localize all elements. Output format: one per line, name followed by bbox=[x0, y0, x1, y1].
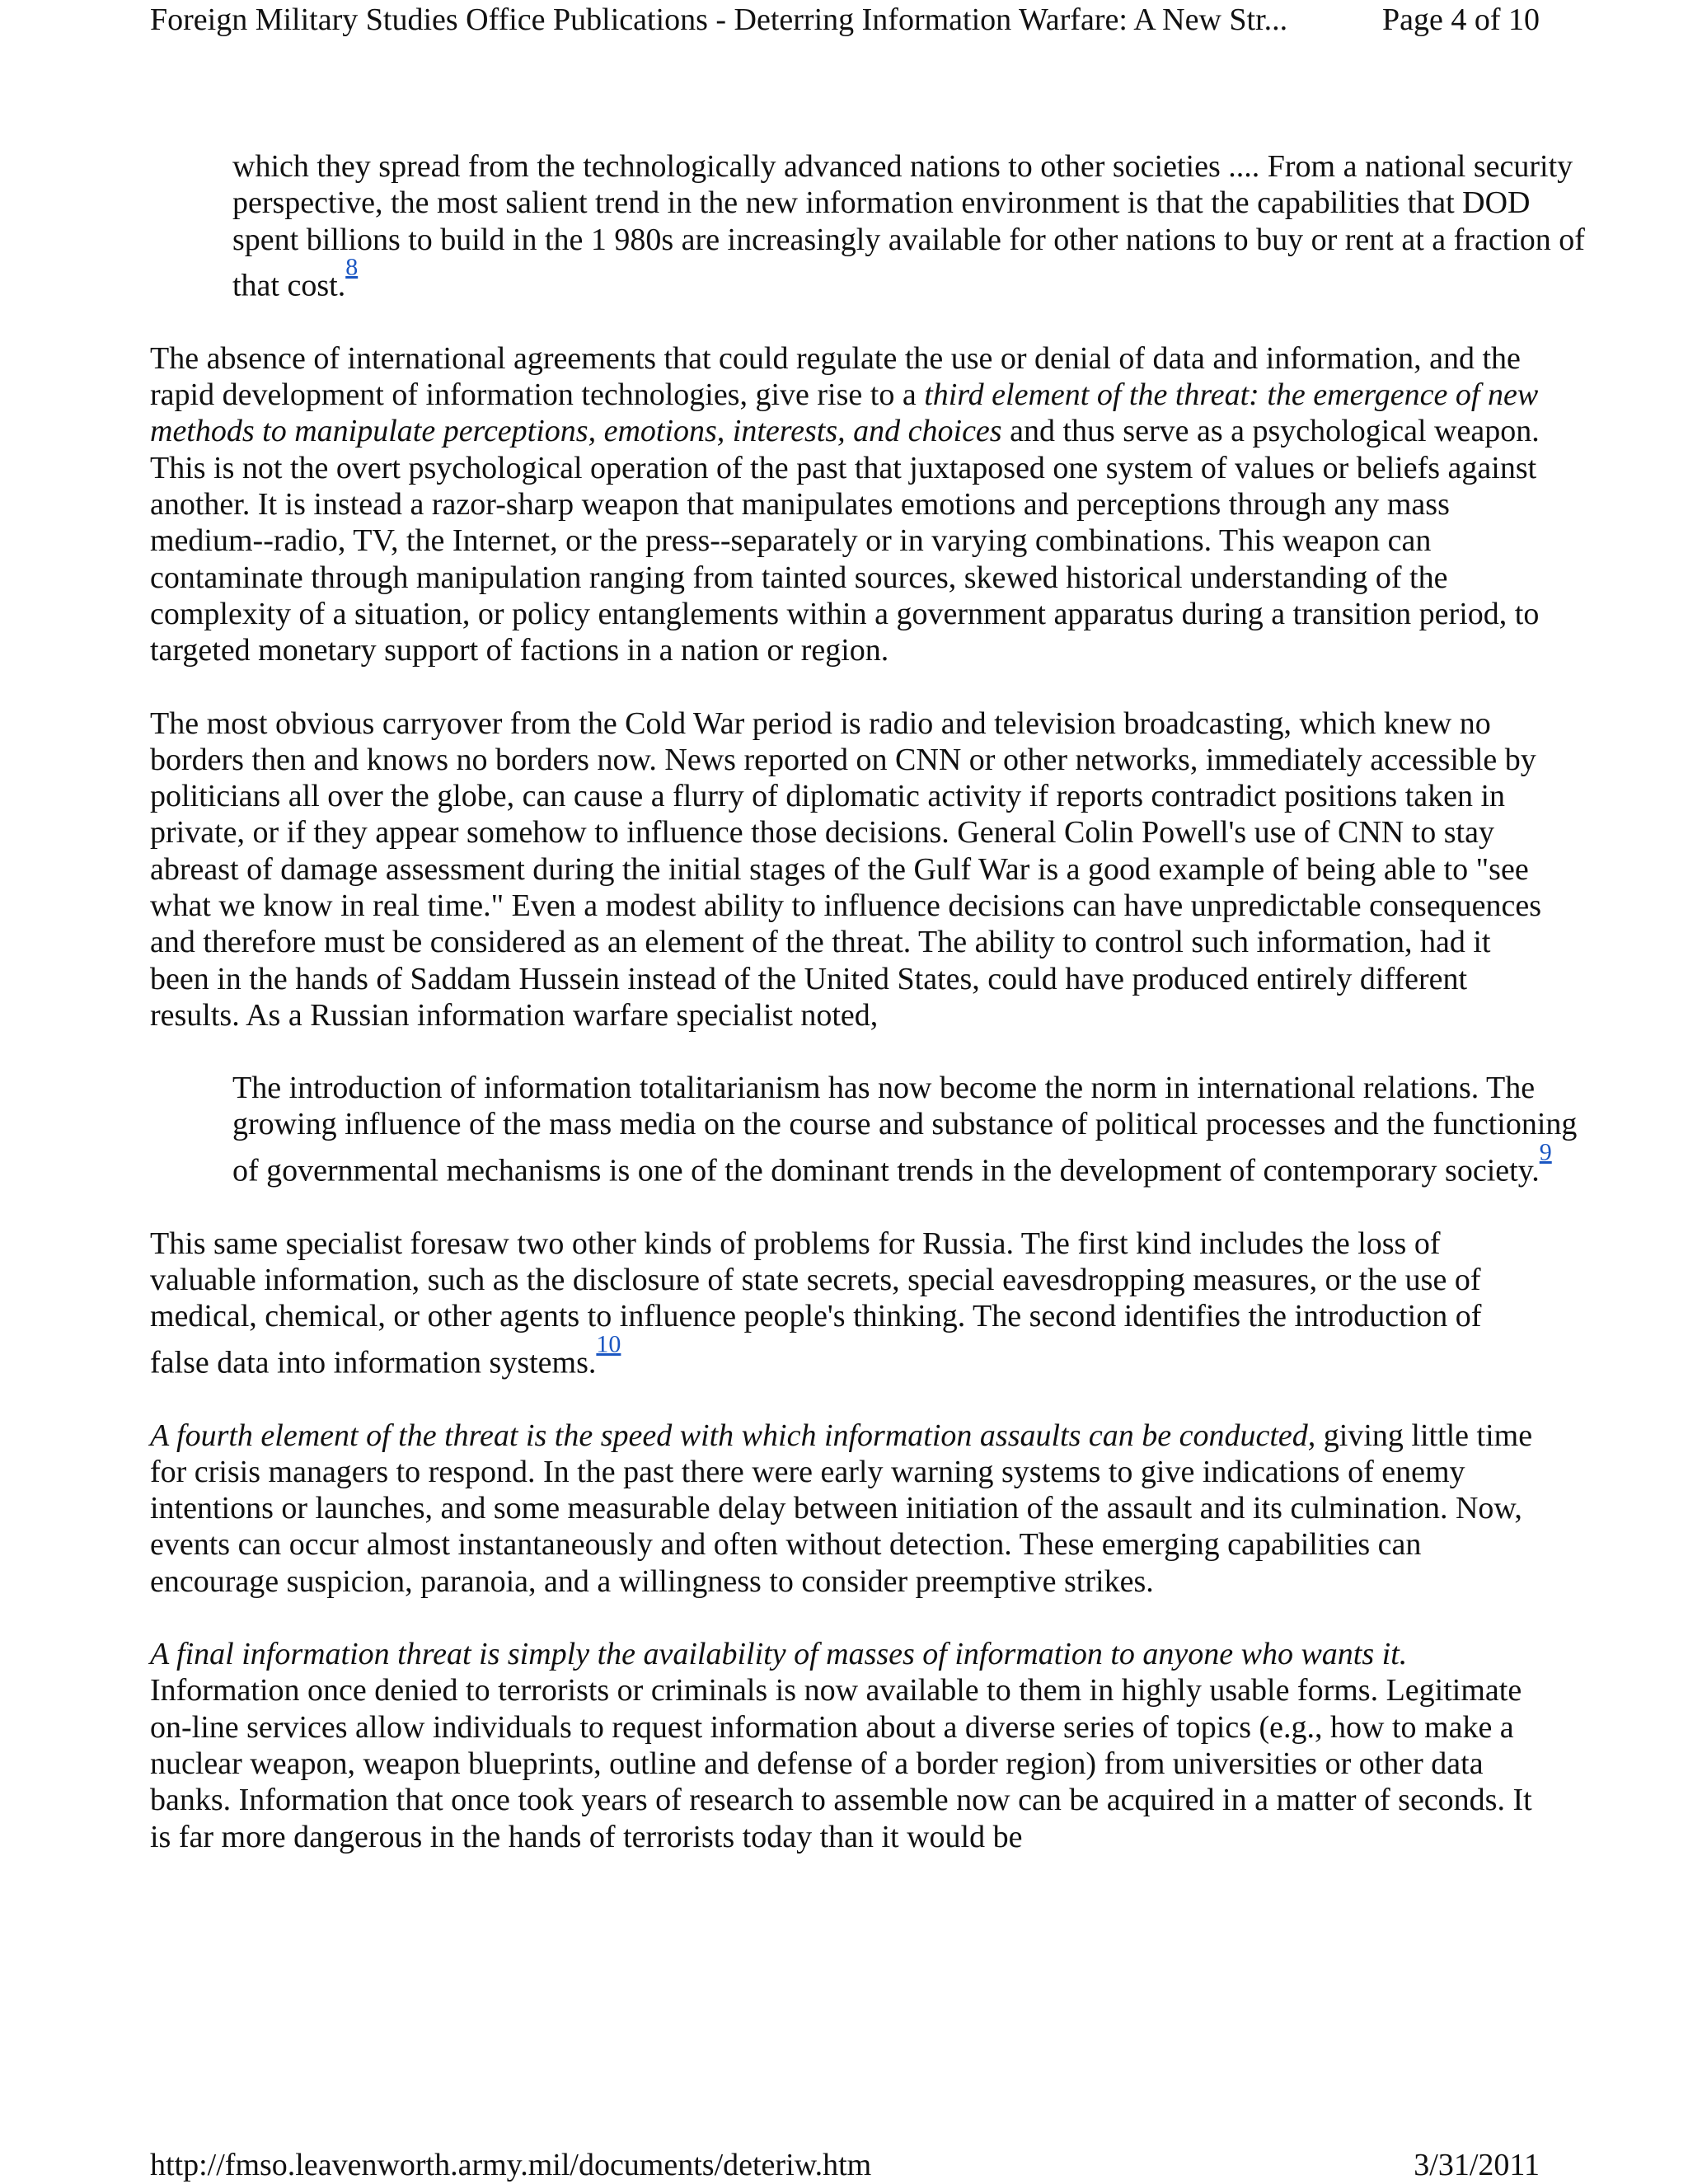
page-indicator: Page 4 of 10 bbox=[1381, 2, 1540, 37]
article-body bbox=[150, 148, 1585, 1855]
page-header bbox=[150, 0, 1540, 40]
block-quote-1 bbox=[232, 148, 1601, 304]
paragraph-final-threat bbox=[150, 1636, 1548, 1855]
paragraph-italic-text: third element of the threat: the emergence of new methods to manipulate perceptions, emotions, interests, and choices bbox=[150, 377, 1539, 449]
footnote-link-8[interactable]: 8 bbox=[345, 253, 359, 281]
paragraph-italic-text: A fourth element of the threat is the speed with which information assaults can be conducted, bbox=[150, 1418, 1316, 1453]
paragraph-third-element bbox=[150, 340, 1548, 669]
quote-text: The introduction of information totalitarianism has now become the norm in international relations. The growing influence of the mass media on the course and substance of political processes and the functioning of governmental mechanisms is one of the dominant trends in the development of contemporary society. bbox=[232, 1071, 1578, 1188]
paragraph-specialist bbox=[150, 1226, 1548, 1381]
quote-paragraph bbox=[232, 1070, 1601, 1189]
document-title: Foreign Military Studies Office Publications - Deterring Information Warfare: A New Str... bbox=[150, 2, 1288, 37]
paragraph-text: Information once denied to terrorists or criminals is now available to them in highly usable forms. Legitimate on-line services allow individuals to request information about a diverse series of topics (e.g., how to make a nuclear weapon, weapon blueprints, outline and defense of a border region) from universities or other data banks. Information that once took years of research to assemble now can be acquired in a matter of seconds. It is far more dangerous in the hands of terrorists today than it would be bbox=[150, 1673, 1532, 1854]
block-quote-2 bbox=[232, 1070, 1601, 1189]
paragraph-text: and thus serve as a psychological weapon. This is not the overt psychological operation of the past that juxtaposed one system of values or beliefs against another. It is instead a razor-sharp weapon that manipulates emotions and perceptions through any mass medium--radio, TV, the Internet, or the press--separately or in varying combinations. This weapon can contaminate through manipulation ranging from tainted sources, skewed historical understanding of the complexity of a situation, or policy entanglements within a government apparatus during a transition period, to targeted monetary support of factions in a nation or region. bbox=[150, 414, 1540, 668]
print-date: 3/31/2011 bbox=[1414, 2148, 1540, 2182]
paragraph-text: giving little time for crisis managers to respond. In the past there were early warning systems to give indications of enemy intentions or launches, and some measurable delay between initiation of the assault and its culmination. Now, events can occur almost instantaneously and often without detection. These emerging capabilities can encourage suspicion, paranoia, and a willingness to consider preemptive strikes. bbox=[150, 1418, 1533, 1599]
quote-paragraph bbox=[232, 148, 1601, 304]
footnote-link-9[interactable]: 9 bbox=[1539, 1138, 1552, 1166]
footnote-link-10[interactable]: 10 bbox=[596, 1330, 621, 1358]
paragraph-italic-text: A final information threat is simply the availability of masses of information to anyone who wants it. bbox=[150, 1637, 1408, 1672]
paragraph-text: This same specialist foresaw two other kinds of problems for Russia. The first kind includes the loss of valuable information, such as the disclosure of state secrets, special eavesdropping measures, or the use of medical, chemical, or other agents to influence people's thinking. The second identifies the introduction of false data into information systems. bbox=[150, 1226, 1482, 1380]
paragraph-text: The absence of international agreements that could regulate the use or denial of data and information, and the rapid development of information technologies, give rise to a bbox=[150, 340, 1521, 413]
paragraph-cold-war bbox=[150, 705, 1548, 1034]
paragraph-fourth-element bbox=[150, 1418, 1548, 1600]
page-footer bbox=[150, 2146, 1540, 2184]
page-url: http://fmso.leavenworth.army.mil/documents/deteriw.htm bbox=[150, 2148, 872, 2182]
quote-text: which they spread from the technologically advanced nations to other societies .... From a national security perspective, the most salient trend in the new information environment is that the capabilities that DOD spent billions to build in the 1 980s are increasingly available for other nations to buy or rent at a fraction of that cost. bbox=[232, 149, 1585, 303]
paragraph-text: The most obvious carryover from the Cold War period is radio and television broadcasting, which knew no borders then and knows no borders now. News reported on CNN or other networks, immediately accessible by politicians all over the globe, can cause a flurry of diplomatic activity if reports contradict positions taken in private, or if they appear somehow to influence those decisions. General Colin Powell's use of CNN to stay abreast of damage assessment during the initial stages of the Gulf War is a good example of being able to "see what we know in real time." Even a modest ability to influence decisions can have unpredictable consequences and therefore must be considered as an element of the threat. The ability to control such information, had it been in the hands of Saddam Hussein instead of the United States, could have produced entirely different results. As a Russian information warfare specialist noted, bbox=[150, 705, 1541, 1033]
